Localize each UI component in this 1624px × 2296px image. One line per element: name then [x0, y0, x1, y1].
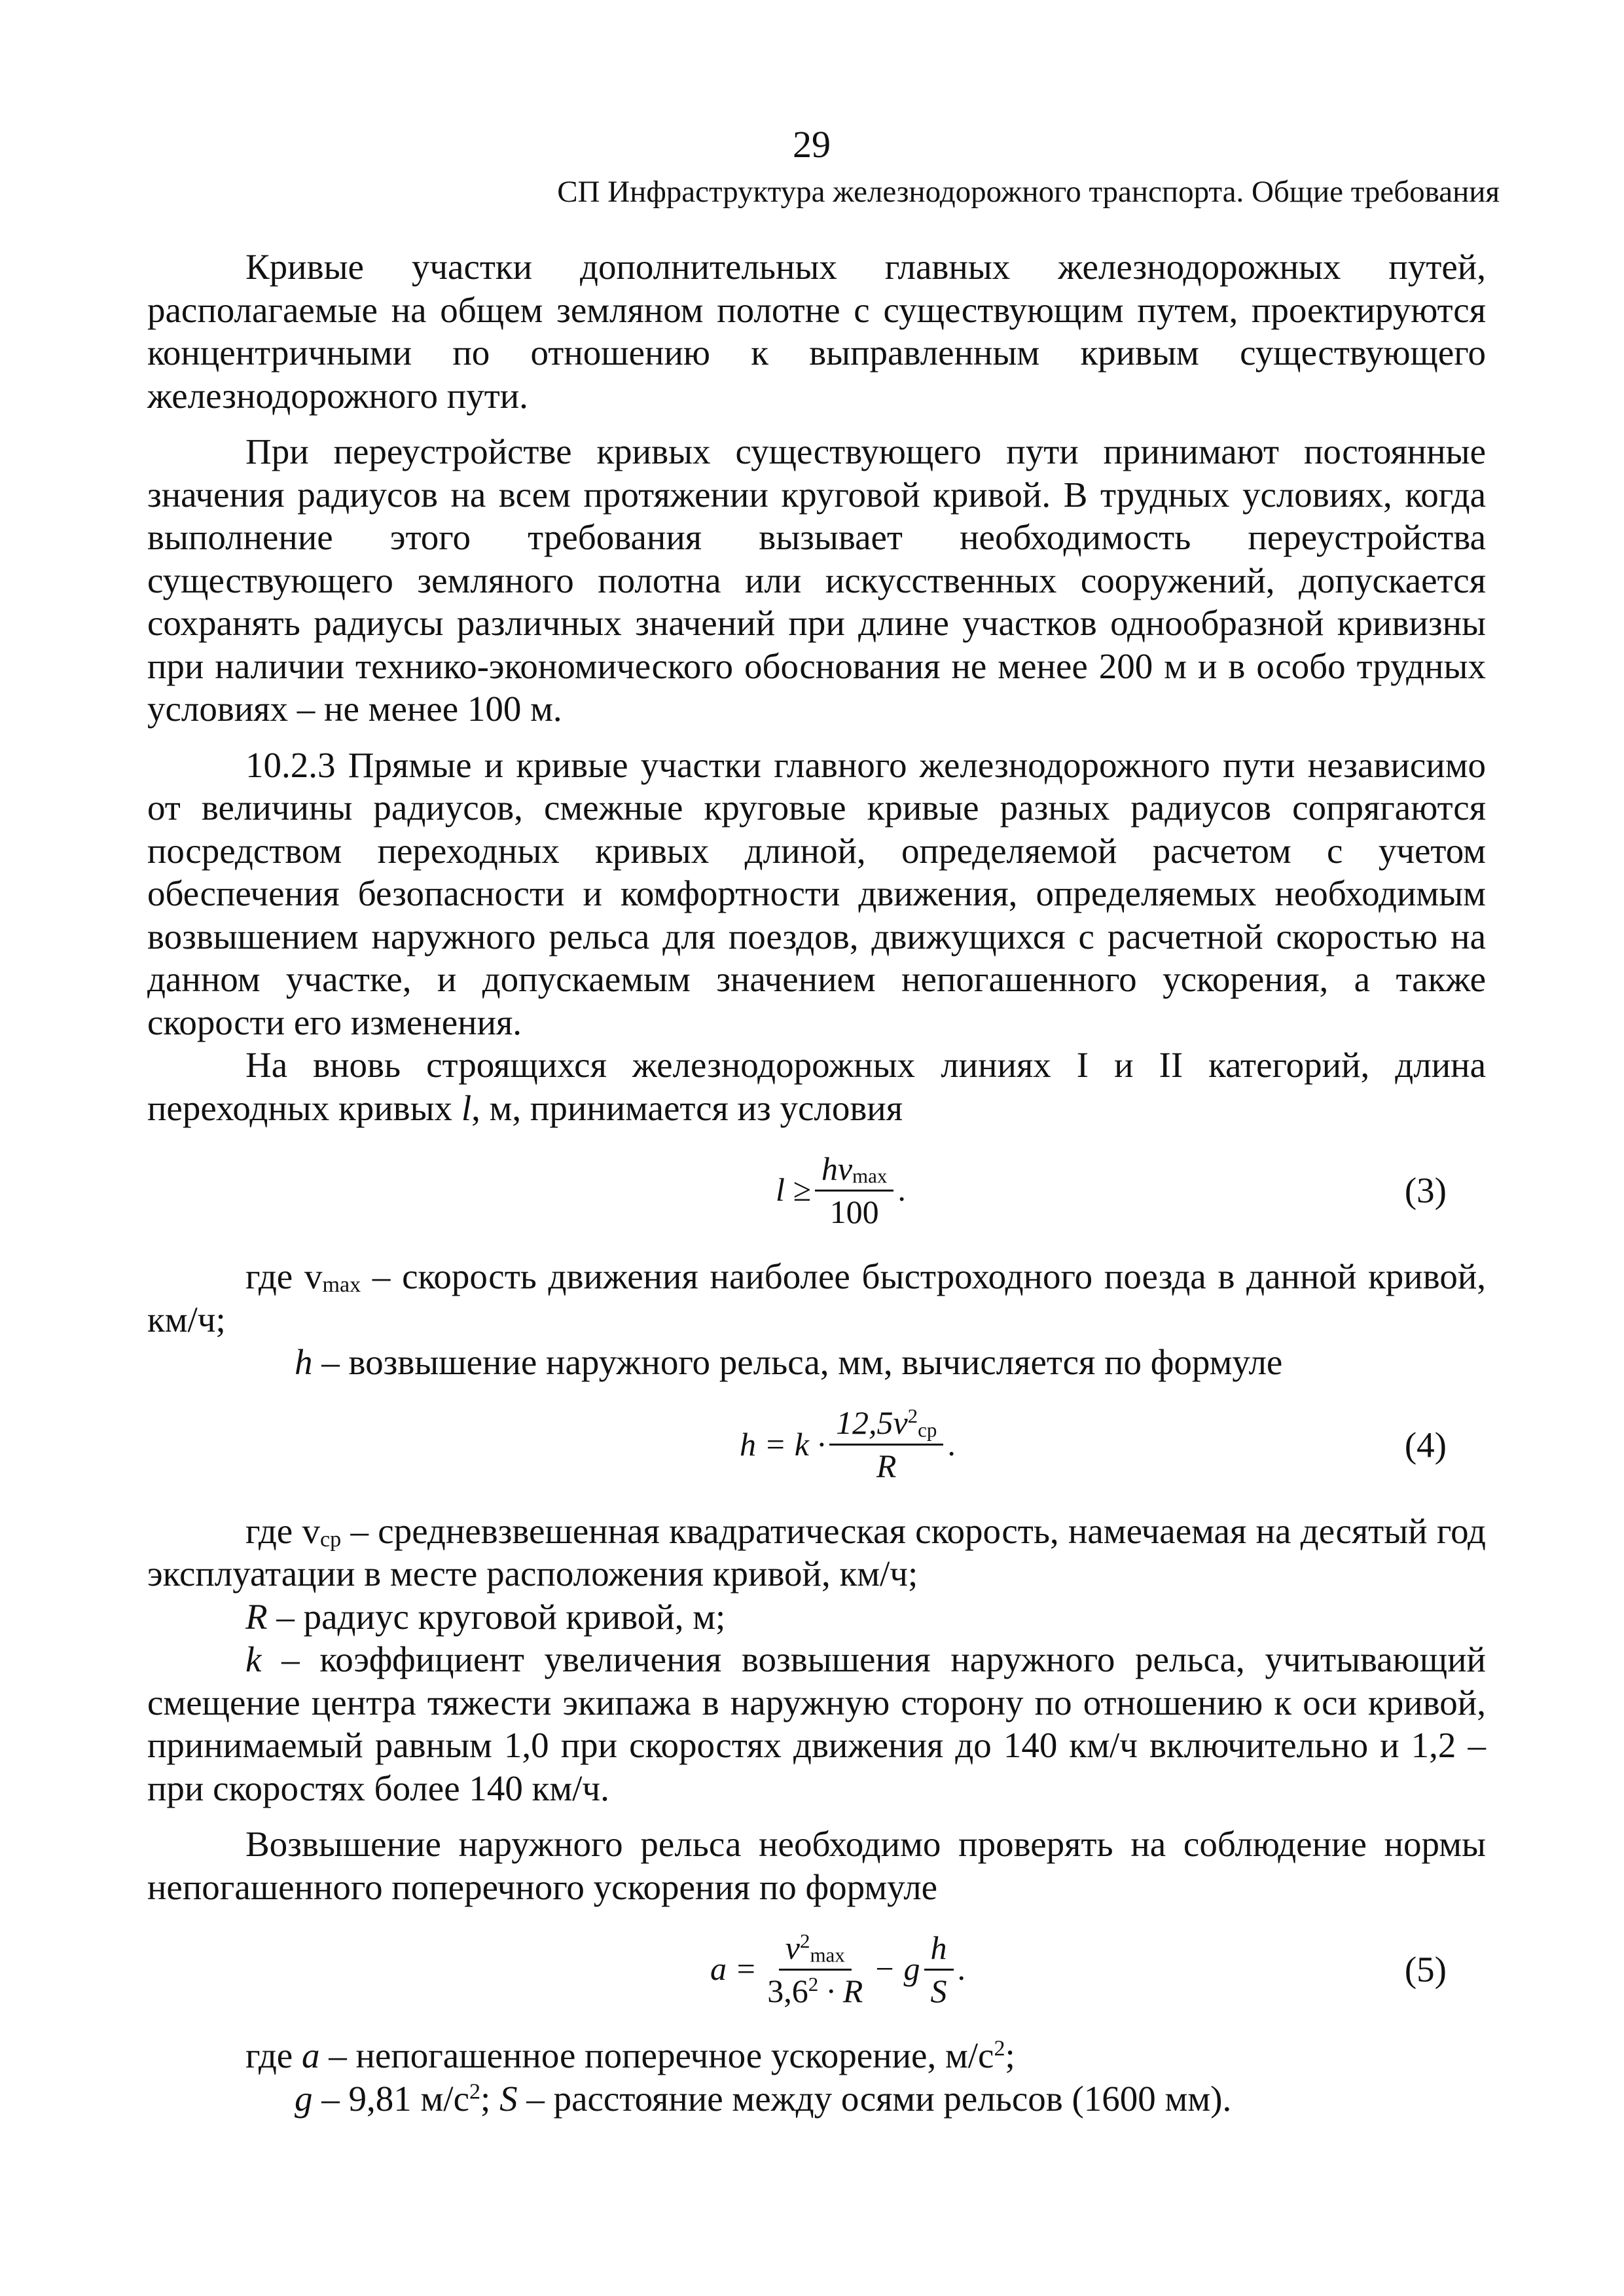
formula-lhs: h = k ·	[740, 1425, 825, 1463]
den-sup: 2	[808, 1972, 819, 1995]
subscript: ср	[320, 1527, 342, 1552]
formula-lhs: l ≥	[776, 1171, 811, 1209]
equation-number: (5)	[1404, 1949, 1447, 1990]
variable: S	[499, 2078, 518, 2119]
paragraph: Возвышение наружного рельса необходимо проверять на соблюдение нормы непогашенного поперечного ускорения по формуле	[147, 1824, 1486, 1907]
formula-lhs: a =	[710, 1950, 757, 1988]
text: где v	[245, 1510, 321, 1551]
formula-expression	[740, 1389, 956, 1501]
text: где	[245, 2035, 302, 2075]
text: – непогашенное поперечное ускорение, м/с	[319, 2035, 994, 2075]
fraction	[924, 1930, 954, 2009]
formula-expression	[776, 1135, 906, 1246]
formula-tail: .	[947, 1425, 956, 1463]
paragraph	[147, 1255, 1486, 1341]
formula-tail: .	[957, 1950, 966, 1988]
variable: h	[295, 1342, 313, 1382]
paragraph	[147, 1510, 1486, 1595]
formula-3	[147, 1135, 1486, 1246]
paragraph	[147, 1341, 1486, 1384]
formula-4	[147, 1389, 1486, 1501]
variable: g	[295, 2078, 313, 2119]
variable: a	[301, 2035, 320, 2075]
paragraph	[147, 1595, 1486, 1639]
text: – скорость движения наиболее быстроходного поезда в данной кривой, км/ч;	[147, 1256, 1487, 1339]
num-sub: ср	[918, 1418, 937, 1442]
text: где v	[245, 1256, 323, 1296]
denominator	[761, 1971, 869, 2009]
num-var: v	[785, 1929, 800, 1966]
text: – коэффициент увеличения возвышения наружного рельса, учитывающий смещение центра тяжести экипажа в наружную сторону по отношению к оси кривой, принимаемый равным 1,0 при скоростях движения до 140 км/ч включительно и 1,2 – при скоростях более 140 км/ч.	[147, 1639, 1486, 1808]
page-number: 29	[793, 123, 831, 166]
numerator	[829, 1405, 943, 1446]
formula-expression	[710, 1914, 965, 2025]
text: – расстояние между осями рельсов (1600 мм).	[517, 2078, 1232, 2119]
fraction	[829, 1405, 943, 1484]
paragraph-section-10-2-3: 10.2.3 Прямые и кривые участки главного железнодорожного пути независимо от величины радиусов, смежные круговые кривые разных радиусов сопрягаются посредством переходных кривых длиной, определяемой расчетом с учетом обеспечения безопасности и комфортности движения, определяемых необходимым возвышением наружного рельса для поездов, движущихся с расчетной скоростью на данном участке, и допускаемым значением непогашенного ускорения, а также скорости его изменения.	[147, 744, 1486, 1042]
den-coef: 3,6	[767, 1972, 808, 2009]
text: – радиус круговой кривой, м;	[267, 1596, 726, 1637]
text: На вновь строящихся железнодорожных линиях I и II категорий, длина переходных кривых	[147, 1045, 1486, 1128]
running-title: СП Инфраструктура железнодорожного транспорта. Общие требования	[557, 175, 1500, 209]
denominator: R	[876, 1448, 897, 1484]
paragraph	[147, 2077, 1486, 2121]
num-var: hv	[821, 1150, 853, 1187]
subscript: max	[322, 1273, 361, 1298]
text: , м, принимается из условия	[471, 1087, 903, 1128]
fraction	[761, 1930, 869, 2009]
formula-5	[147, 1914, 1486, 2025]
num-sub: max	[852, 1164, 888, 1188]
numerator	[815, 1151, 894, 1192]
fraction	[815, 1151, 894, 1230]
superscript: 2	[469, 2079, 481, 2104]
paragraph	[147, 1044, 1486, 1129]
superscript: 2	[994, 2036, 1005, 2061]
denominator: 100	[829, 1193, 879, 1230]
equation-number: (3)	[1404, 1170, 1447, 1211]
paragraph	[147, 1638, 1486, 1810]
num-sub: max	[810, 1943, 845, 1967]
document-body	[147, 246, 1486, 2120]
numerator: h	[924, 1930, 954, 1971]
variable: l	[461, 1087, 472, 1128]
num-sup: 2	[799, 1929, 810, 1952]
num-coef: 12,5v	[835, 1404, 908, 1441]
numerator	[779, 1930, 852, 1971]
text: – 9,81 м/с	[312, 2078, 469, 2119]
formula-tail: .	[897, 1171, 906, 1209]
paragraph: При переустройстве кривых существующего пути принимают постоянные значения радиусов на всем протяжении круговой кривой. В трудных условиях, когда выполнение этого требования вызывает необходимость переустройства существующего земляного полотна или искусственных сооружений, допускается сохранять радиусы различных значений при длине участков однообразной кривизны при наличии технико-экономического обоснования не менее 200 м и в особо трудных условиях – не менее 100 м.	[147, 431, 1486, 729]
text: ;	[480, 2078, 500, 2119]
den-tail: · R	[818, 1972, 863, 2009]
formula-minus: − g	[873, 1950, 920, 1988]
paragraph: Кривые участки дополнительных главных железнодорожных путей, располагаемые на общем земляном полотне с существующим путем, проектируются концентричными по отношению к выправленным кривым существующего железнодорожного пути.	[147, 247, 1486, 416]
paragraph	[147, 2034, 1486, 2077]
text: – средневзвешенная квадратическая скорость, намечаемая на десятый год эксплуатации в месте расположения кривой, км/ч;	[147, 1510, 1486, 1594]
num-sup: 2	[907, 1404, 918, 1427]
equation-number: (4)	[1404, 1424, 1447, 1465]
text: – возвышение наружного рельса, мм, вычисляется по формуле	[312, 1342, 1283, 1382]
variable: k	[245, 1639, 262, 1679]
text: ;	[1005, 2035, 1015, 2075]
variable: R	[245, 1596, 268, 1637]
denominator: S	[930, 1972, 947, 2009]
